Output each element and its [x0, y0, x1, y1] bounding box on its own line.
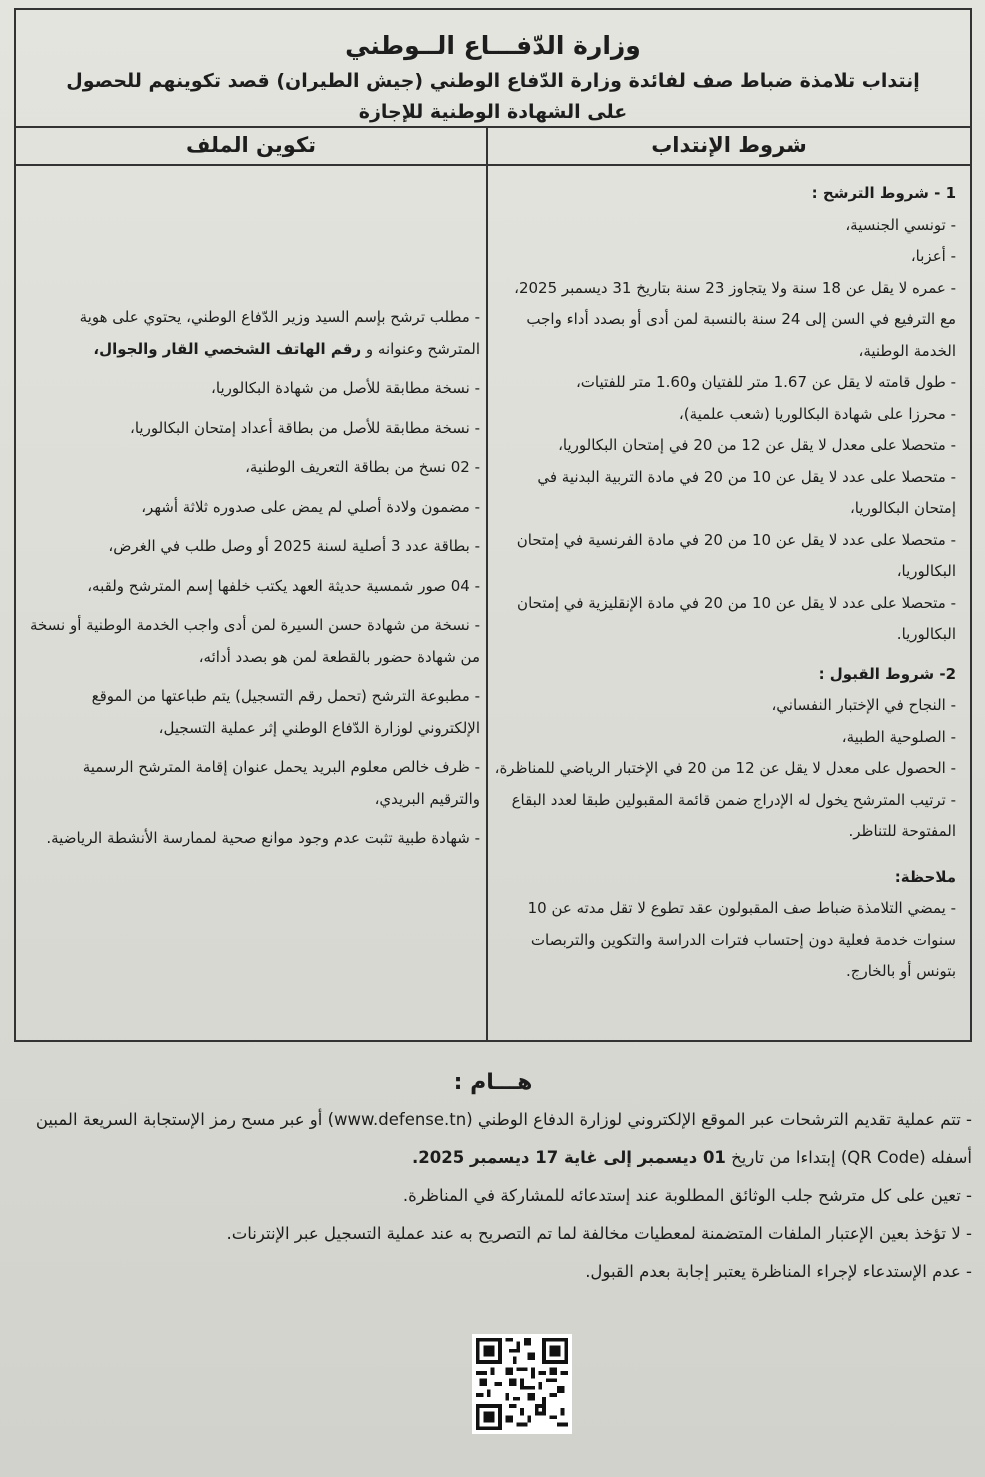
- column-divider: [486, 166, 488, 1042]
- announcement-subtitle: إنتداب تلامذة ضباط صف لفائدة وزارة الدّفاع الوطني (جيش الطيران) قصد تكوينهم للحصول على الشهادة الوطنية للإجازة: [66, 70, 920, 123]
- file-column: [28, 302, 480, 855]
- condition-item: - متحصلا على عدد لا يقل عن 10 من 20 في مادة الإنقليزية في إمتحان البكالوريا.: [517, 593, 956, 643]
- acceptance-item: - الصلوحية الطبية،: [841, 727, 956, 746]
- qr-code-image: [476, 1338, 568, 1430]
- file-item: - مضمون ولادة أصلي لم يمض على صدوره ثلاثة أشهر،: [141, 497, 480, 516]
- table-header: [16, 10, 970, 128]
- file-item: - 02 نسخ من بطاقة التعريف الوطنية،: [245, 458, 480, 476]
- condition-item: - متحصلا على عدد لا يقل عن 10 من 20 في مادة الفرنسية في إمتحان البكالوريا،: [516, 530, 956, 580]
- file-item-application-phone: رقم الهاتف الشخصي القار والجوال،: [93, 339, 362, 358]
- file-item: - مطبوعة الترشح (تحمل رقم التسجيل) يتم طباعتها من الموقع الإلكتروني لوزارة الدّفاع الوطني إثر عملية التسجيل،: [91, 687, 480, 737]
- acceptance-conditions-title: 2- شروط القبول :: [818, 664, 956, 683]
- ministry-title: وزارة الدّفـــاع الــوطني: [345, 31, 641, 60]
- important-section: [14, 1070, 972, 1291]
- note-title: ملاحظة:: [894, 867, 956, 886]
- candidacy-conditions-title: 1 - شروط الترشح :: [811, 184, 956, 202]
- important-title: هـــام :: [453, 1070, 533, 1095]
- condition-item: - أعزبا،: [910, 247, 956, 265]
- file-item: - نسخة مطابقة للأصل من بطاقة أعداد إمتحان البكالوريا،: [130, 418, 480, 437]
- announcement-table: [14, 8, 972, 1042]
- file-column-header: تكوين الملف: [16, 126, 488, 166]
- file-item-application-text: - مطلب ترشح بإسم السيد وزير الدّفاع الوطني، يحتوي على هوية المترشح وعنوانه و: [79, 308, 480, 358]
- condition-item: - متحصلا على معدل لا يقل عن 12 من 20 في إمتحان البكالوريا،: [558, 436, 956, 454]
- file-item: - 04 صور شمسية حديثة العهد يكتب خلفها إسم المترشح ولقبه،: [87, 576, 480, 595]
- file-item: - نسخة مطابقة للأصل من شهادة البكالوريا،: [211, 379, 480, 397]
- important-item: - لا تؤخذ بعين الإعتبار الملفات المتضمنة لمعطيات مخالفة لما تم التصريح به عند عملية التسجيل عبر الإنترنات.: [226, 1224, 972, 1243]
- condition-item: - محرزا على شهادة البكالوريا (شعب علمية)،: [678, 404, 956, 423]
- submission-dates: 01 ديسمبر إلى غاية 17 ديسمبر 2025.: [412, 1148, 726, 1167]
- acceptance-item: - الحصول على معدل لا يقل عن 12 من 20 في الإختبار الرياضي للمناظرة،: [494, 759, 956, 777]
- file-item: - شهادة طبية تثبت عدم وجود موانع صحية لممارسة الأنشطة الرياضية.: [46, 829, 480, 847]
- condition-item: - طول قامته لا يقل عن 1.67 متر للفتيان و1.60 متر للفتيات،: [575, 373, 956, 391]
- conditions-column: [494, 178, 956, 988]
- file-item-application: [28, 302, 480, 365]
- note-text: - يمضي التلامذة ضباط صف المقبولون عقد تطوع لا تقل مدته عن 10 سنوات خدمة فعلية دون إحتساب فترات الدراسة والتكوين والتربصات بتونس أو بالخارج.: [527, 899, 956, 980]
- important-item: - تعين على كل مترشح جلب الوثائق المطلوبة عند إستدعائه للمشاركة في المناظرة.: [402, 1186, 972, 1205]
- acceptance-item: - ترتيب المترشح يخول له الإدراج ضمن قائمة المقبولين طبقا لعدد البقاع المفتوحة للتناظر.: [511, 790, 956, 840]
- file-item: - نسخة من شهادة حسن السيرة لمن أدى واجب الخدمة الوطنية أو نسخة من شهادة حضور بالقطعة لمن هو بصدد أدائه،: [29, 616, 480, 666]
- important-item: - عدم الإستدعاء لإجراء المناظرة يعتبر إجابة بعدم القبول.: [585, 1262, 972, 1281]
- file-item: - ظرف خالص معلوم البريد يحمل عنوان إقامة المترشح الرسمية والترقيم البريدي،: [82, 758, 480, 808]
- condition-item: - تونسي الجنسية،: [845, 215, 956, 234]
- condition-item: - متحصلا على عدد لا يقل عن 10 من 20 في مادة التربية البدنية في إمتحان البكالوريا،: [537, 467, 956, 517]
- important-item-submission: [14, 1101, 972, 1177]
- conditions-column-header: شروط الإنتداب: [488, 126, 970, 166]
- file-item: - بطاقة عدد 3 أصلية لسنة 2025 أو وصل طلب في الغرض،: [108, 537, 480, 555]
- acceptance-item: - النجاح في الإختبار النفساني،: [771, 696, 956, 714]
- condition-item: - عمره لا يقل عن 18 سنة ولا يتجاوز 23 سنة بتاريخ 31 ديسمبر 2025، مع الترفيع في السن إلى 24 سنة بالنسبة لمن أدى أو بصدد أداء واجب الخدمة الوطنية،: [514, 278, 956, 360]
- submission-text: - تتم عملية تقديم الترشحات عبر الموقع الإلكتروني لوزارة الدفاع الوطني (www.defense.tn) أو عبر مسح رمز الإستجابة السريعة المبين أسفله (QR Code) إبتداءا من تاريخ: [35, 1110, 972, 1167]
- qr-code[interactable]: [472, 1334, 572, 1434]
